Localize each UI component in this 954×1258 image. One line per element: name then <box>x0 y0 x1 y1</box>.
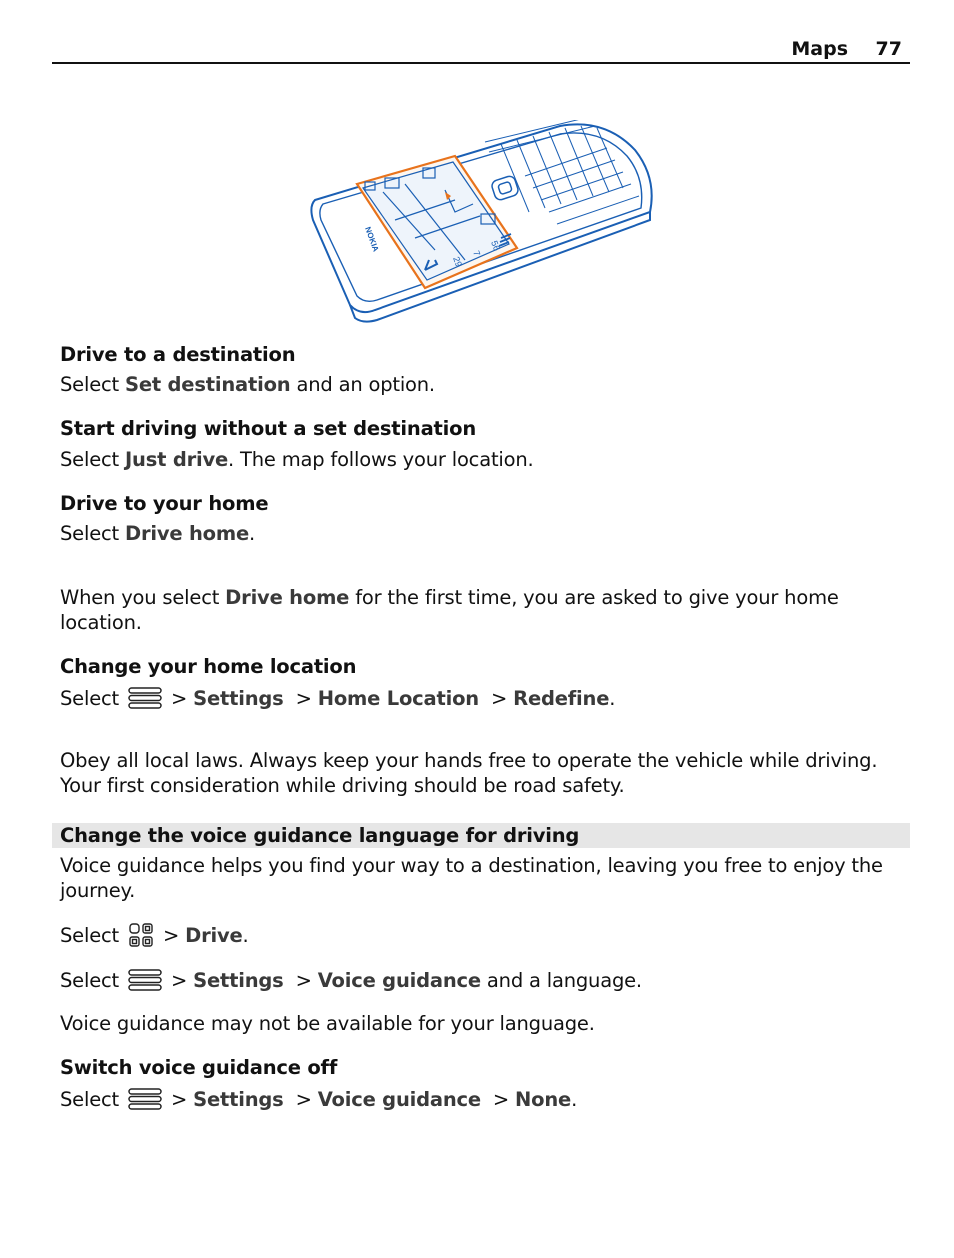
voice-off-section <box>60 1055 910 1112</box>
map-number-29: 29 <box>451 255 464 269</box>
section-title: Maps <box>791 38 848 60</box>
voice-guidance-option: Voice guidance <box>317 969 481 992</box>
phone-illustration <box>305 120 657 324</box>
select-voice-instruction: Select > Settings > Voice guidance and a language. <box>60 969 642 992</box>
drive-option: Drive <box>185 924 243 947</box>
heading: Switch voice guidance off <box>60 1056 338 1079</box>
just-drive-section <box>60 416 910 472</box>
heading: Change your home location <box>60 655 357 678</box>
brand-logo: NOKIA <box>363 225 381 253</box>
drive-destination-section <box>60 342 910 397</box>
apps-grid-icon <box>127 922 155 948</box>
instruction: Select Just drive. The map follows your location. <box>60 448 534 471</box>
set-destination-option: Set destination <box>124 373 291 396</box>
voice-guidance-heading-bar <box>52 823 910 848</box>
first-time-note: When you select Drive home for the first time, you are asked to give your home location. <box>60 586 839 634</box>
drive-home-option: Drive home <box>225 586 350 609</box>
just-drive-option: Just drive <box>124 448 229 471</box>
menu-icon <box>127 1086 163 1112</box>
settings-option: Settings <box>193 969 284 992</box>
instruction: Select > Settings > Voice guidance > None. <box>60 1088 578 1111</box>
heading: Start driving without a set destination <box>60 417 477 440</box>
section-heading: Change the voice guidance language for driving <box>60 824 580 847</box>
drive-home-option: Drive home <box>124 522 250 545</box>
menu-icon <box>127 685 163 711</box>
select-drive-instruction: Select > Drive. <box>60 924 249 947</box>
heading: Drive to your home <box>60 492 269 515</box>
voice-intro: Voice guidance helps you find your way to a destination, leaving you free to enjoy the journey. <box>60 854 883 902</box>
menu-icon <box>127 967 163 993</box>
none-option: None <box>515 1088 572 1111</box>
settings-option: Settings <box>193 1088 284 1111</box>
availability-note: Voice guidance may not be available for your language. <box>60 1012 595 1035</box>
heading: Drive to a destination <box>60 343 296 366</box>
redefine-option: Redefine <box>513 687 610 710</box>
drive-home-section <box>60 491 910 546</box>
instruction: Select Drive home. <box>60 522 256 545</box>
safety-note: Obey all local laws. Always keep your hands free to operate the vehicle while driving. Your first consideration while driving should be road safety. <box>60 749 878 797</box>
map-number-56: 56 <box>489 239 502 253</box>
instruction: Select Set destination and an option. <box>60 373 435 396</box>
page-number: 77 <box>875 38 902 60</box>
home-location-option: Home Location <box>317 687 479 710</box>
settings-option: Settings <box>193 687 284 710</box>
page-header <box>52 36 910 64</box>
voice-guidance-option: Voice guidance <box>317 1088 481 1111</box>
map-number-7: 7 <box>471 249 483 258</box>
change-home-section <box>60 654 910 711</box>
instruction: Select > Settings > Home Location > Redefine. <box>60 687 616 710</box>
